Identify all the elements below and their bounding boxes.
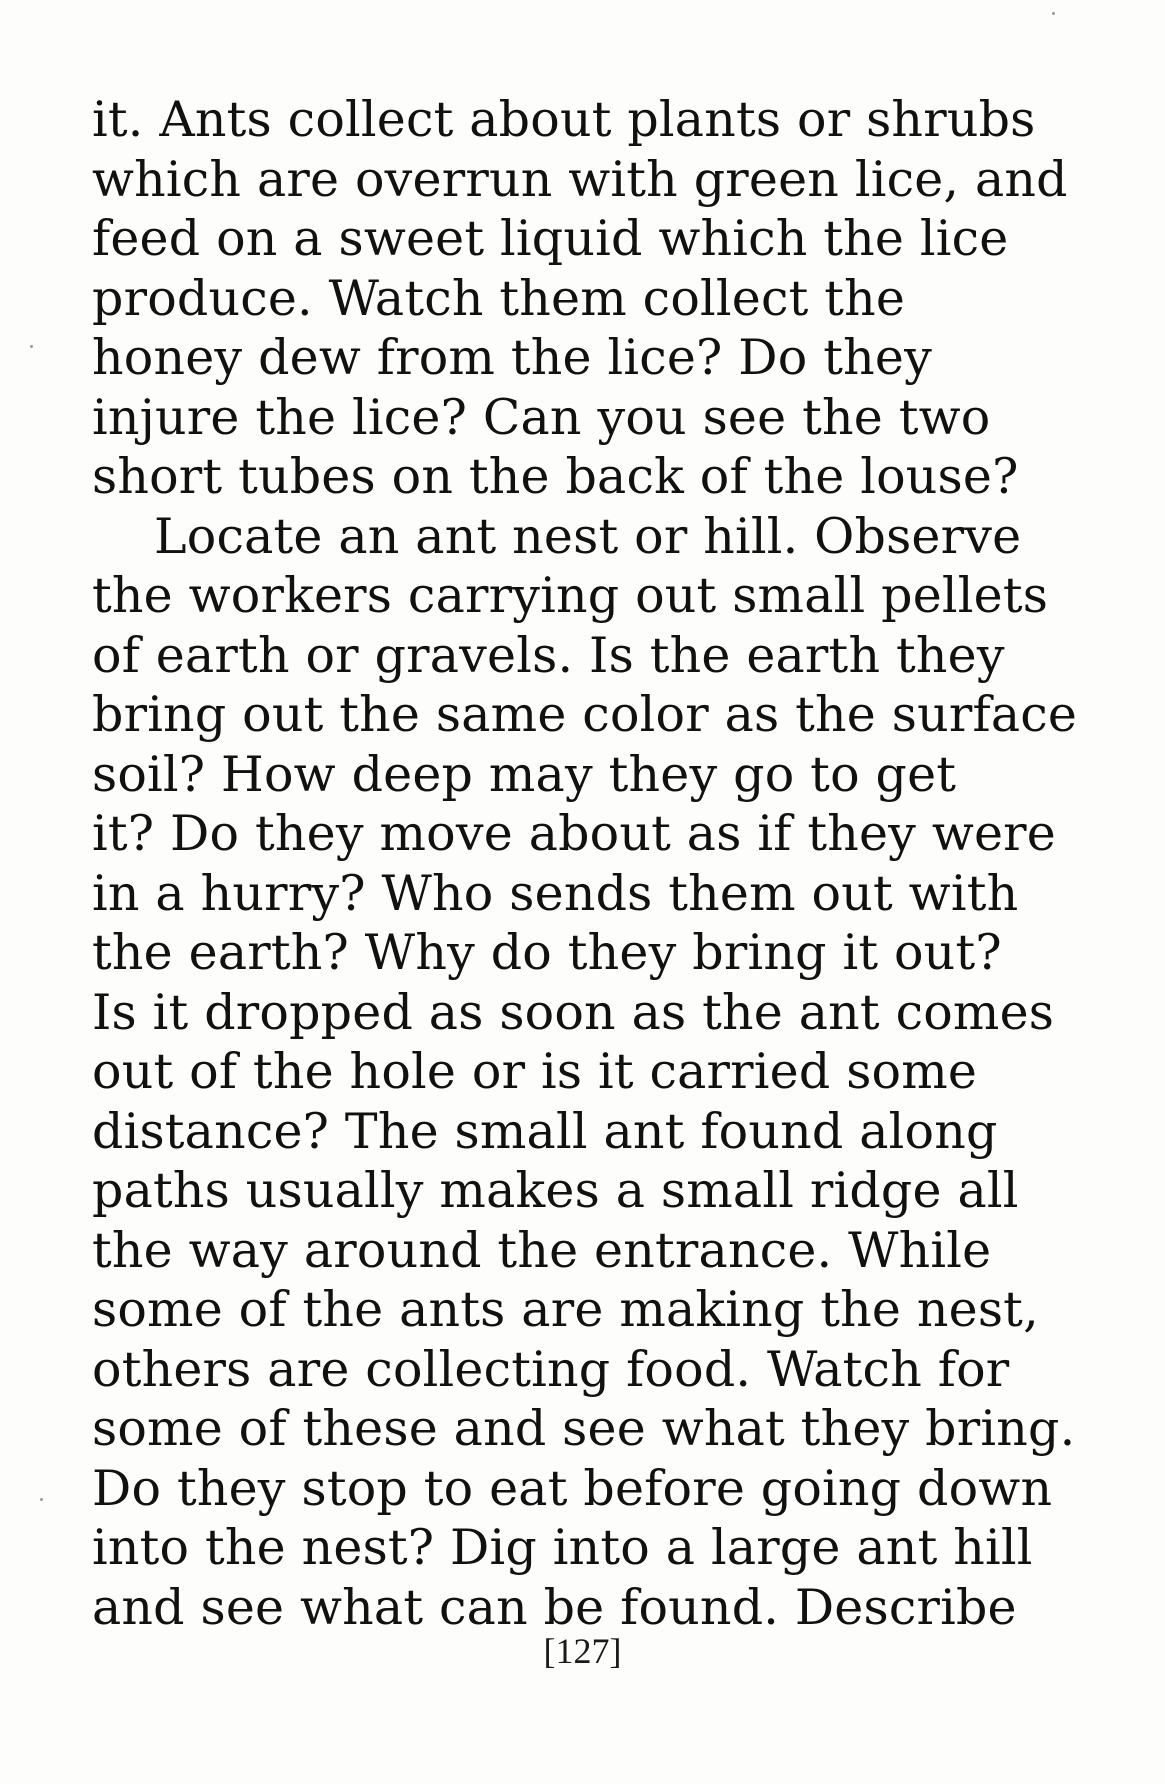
text-line: Do they stop to eat before going down bbox=[92, 1459, 1053, 1517]
text-line: short tubes on the back of the louse? bbox=[92, 448, 1019, 505]
text-line: it? Do they move about as if they were bbox=[92, 805, 1056, 862]
text-line: injure the lice? Can you see the two bbox=[92, 388, 991, 446]
text-line: some of these and see what they bring. bbox=[92, 1400, 1076, 1457]
text-line: feed on a sweet liquid which the lice bbox=[92, 210, 1009, 267]
text-line: produce. Watch them collect the bbox=[92, 269, 906, 327]
text-line: distance? The small ant found along bbox=[92, 1102, 998, 1160]
text-line: it. Ants collect about plants or shrubs bbox=[92, 91, 1036, 148]
page-number: [127] bbox=[543, 1631, 622, 1671]
scan-speck bbox=[1052, 12, 1055, 15]
scan-speck bbox=[40, 1498, 43, 1501]
text-line: the earth? Why do they bring it out? bbox=[92, 924, 1002, 981]
text-line: the workers carrying out small pellets bbox=[92, 567, 1049, 624]
text-line: in a hurry? Who sends them out with bbox=[92, 864, 1019, 922]
text-line: some of the ants are making the nest, bbox=[92, 1281, 1039, 1338]
text-line: paths usually makes a small ridge all bbox=[92, 1162, 1019, 1219]
text-line: out of the hole or is it carried some bbox=[92, 1043, 978, 1100]
text-line: of earth or gravels. Is the earth they bbox=[92, 626, 1005, 684]
text-line: bring out the same color as the surface bbox=[92, 686, 1078, 743]
paragraph-start-line: Locate an ant nest or hill. Observe bbox=[154, 507, 1022, 565]
text-line: soil? How deep may they go to get bbox=[92, 745, 957, 803]
text-line: which are overrun with green lice, and bbox=[92, 150, 1068, 208]
text-line: others are collecting food. Watch for bbox=[92, 1340, 1010, 1398]
text-line: the way around the entrance. While bbox=[92, 1221, 992, 1279]
text-line: and see what can be found. Describe bbox=[92, 1578, 1017, 1636]
text-line: Is it dropped as soon as the ant comes bbox=[92, 983, 1055, 1041]
text-line: honey dew from the lice? Do they bbox=[92, 329, 932, 386]
body-text bbox=[92, 90, 1078, 1637]
text-line: into the nest? Dig into a large ant hill bbox=[92, 1519, 1033, 1576]
scan-speck bbox=[30, 345, 33, 348]
